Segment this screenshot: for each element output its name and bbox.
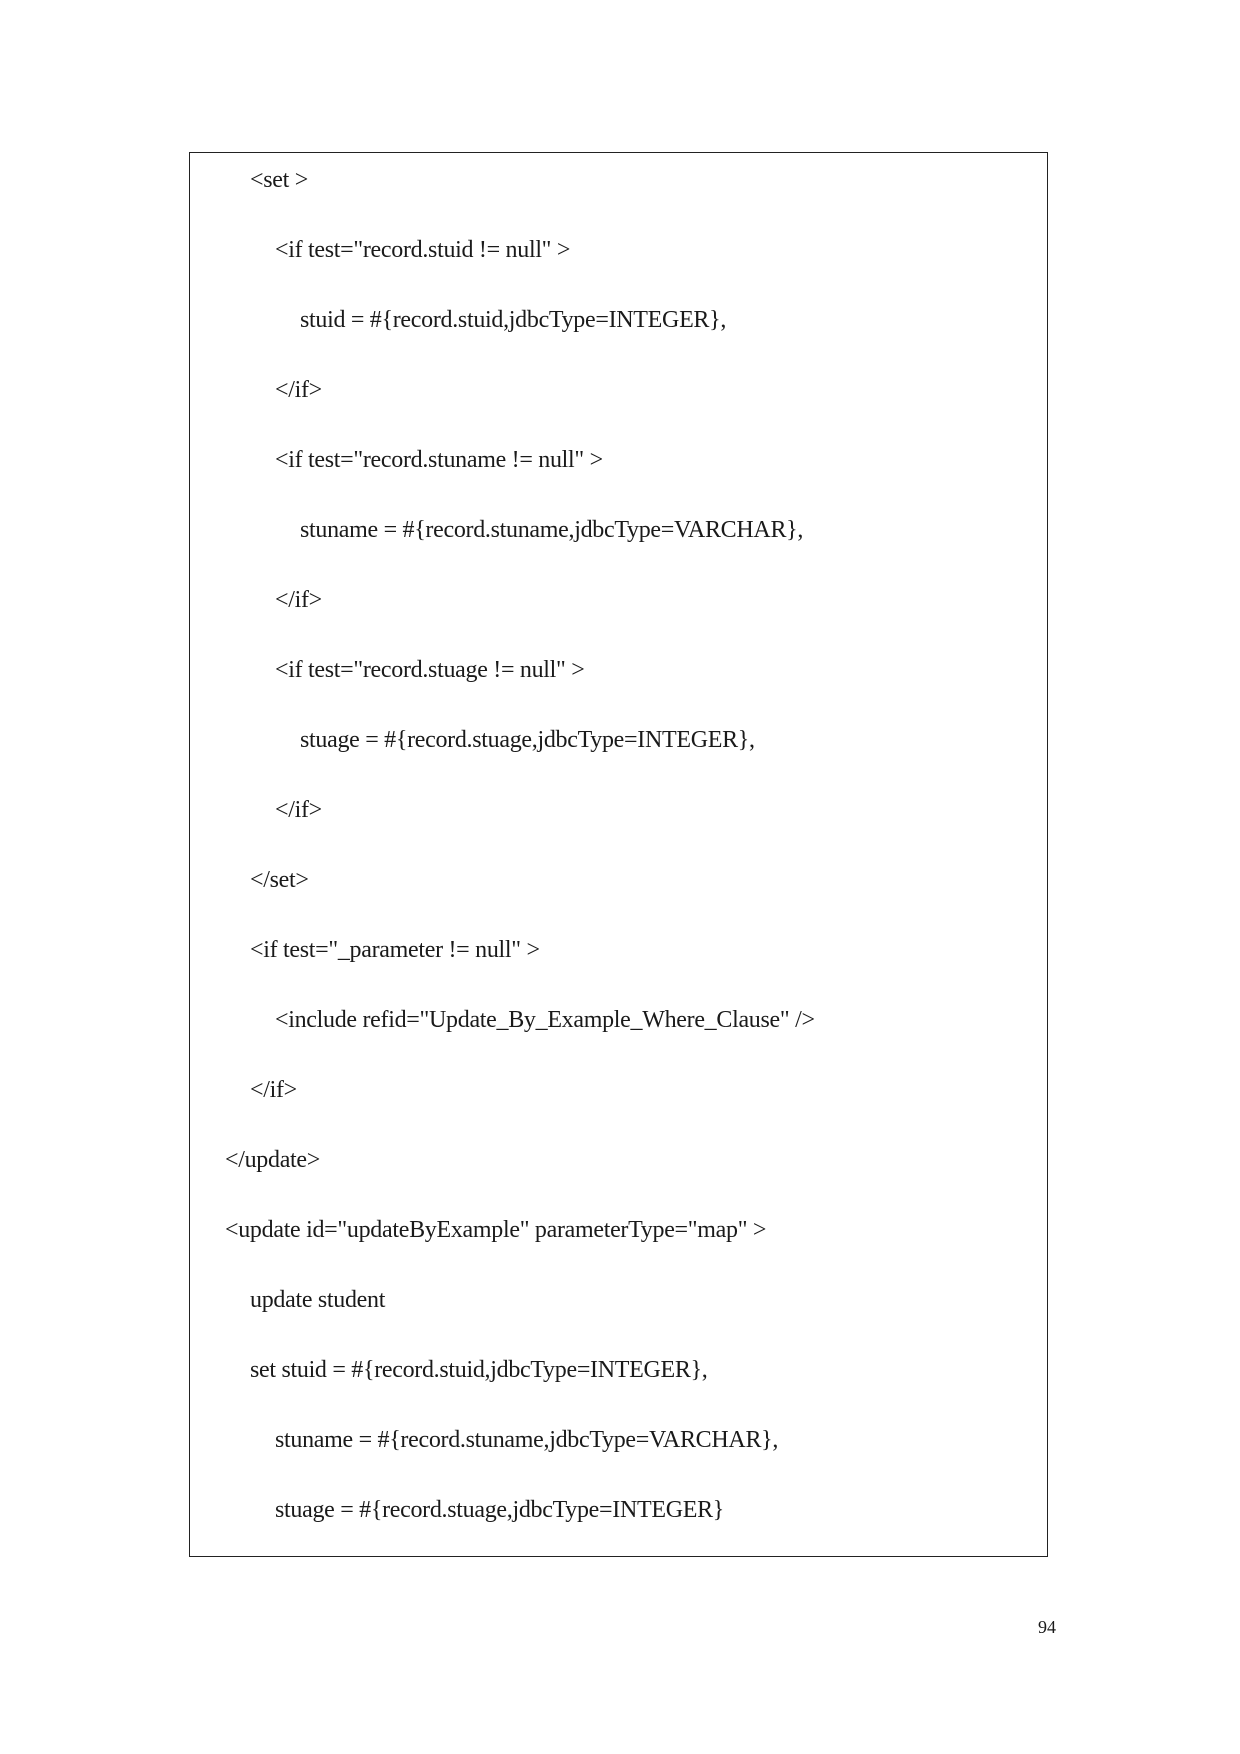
page-number: 94 [1038, 1617, 1056, 1637]
code-line: stuid = #{record.stuid,jdbcType=INTEGER}, [300, 307, 727, 333]
code-line: <set > [250, 167, 308, 193]
code-line: <if test="record.stuid != null" > [275, 237, 571, 263]
code-line: stuage = #{record.stuage,jdbcType=INTEGER}, [300, 727, 755, 753]
code-line: stuname = #{record.stuname,jdbcType=VARCHAR}, [275, 1427, 779, 1453]
code-line: </set> [250, 867, 309, 893]
code-line: <if test="record.stuname != null" > [275, 447, 603, 473]
code-line: set stuid = #{record.stuid,jdbcType=INTEGER}, [250, 1357, 708, 1383]
code-line: <if test="_parameter != null" > [250, 937, 540, 963]
code-line: </if> [250, 1077, 297, 1103]
code-line: stuage = #{record.stuage,jdbcType=INTEGER} [275, 1497, 725, 1523]
code-line: <update id="updateByExample" parameterType="map" > [225, 1217, 767, 1243]
code-line: </if> [275, 377, 322, 403]
code-line: <if test="record.stuage != null" > [275, 657, 585, 683]
code-line: </if> [275, 587, 322, 613]
code-line: <include refid="Update_By_Example_Where_Clause" /> [275, 1007, 815, 1033]
code-line: update student [250, 1287, 386, 1313]
code-line: </if> [275, 797, 322, 823]
code-line: </update> [225, 1147, 321, 1173]
code-listing-box [189, 152, 1048, 1557]
code-line: stuname = #{record.stuname,jdbcType=VARCHAR}, [300, 517, 804, 543]
